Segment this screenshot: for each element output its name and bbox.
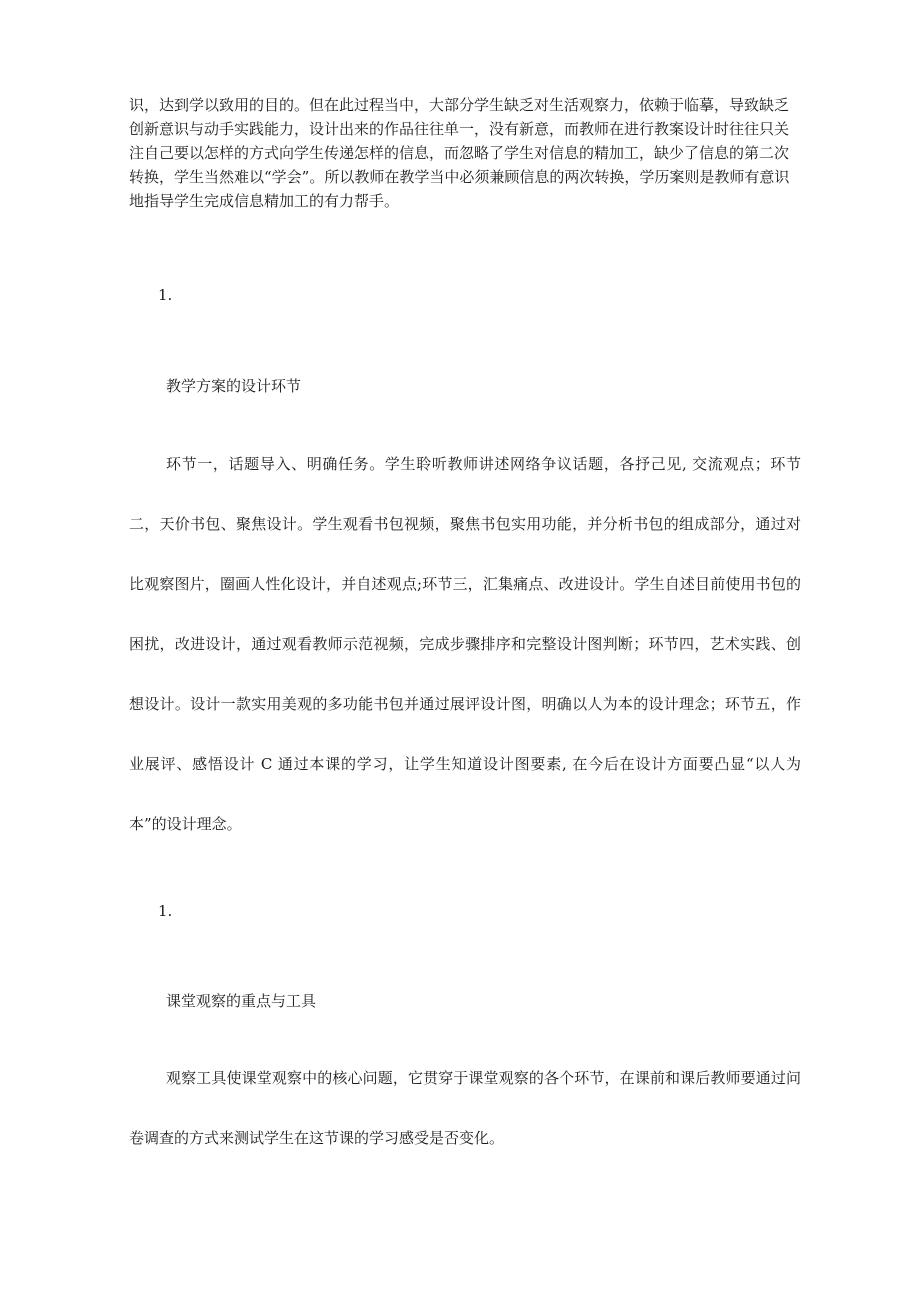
intro-paragraph: 识，达到学以致用的目的。但在此过程当中，大部分学生缺乏对生活观察力，依赖于临摹，导致缺乏创新意识与动手实践能力，设计出来的作品往往单一，没有新意，而教师在进行教案设计时往往只关注自己要以怎样的方式向学生传递怎样的信息，而忽略了学生对信息的精加工，缺少了信息的第二次转换，学生当然难以“学会”。所以教师在教学当中必须兼顾信息的两次转换，学历案则是教师有意识地指导学生完成信息精加工的有力帮手。	[129, 96, 790, 210]
section-paragraph: 观察工具使课堂观察中的核心问题，它贯穿于课堂观察的各个环节，在课前和课后教师要通过问卷调查的方式来测试学生在这节课的学习感受是否变化。	[129, 1069, 801, 1147]
section-heading: 课堂观察的重点与工具	[166, 992, 317, 1010]
section-heading: 教学方案的设计环节	[166, 377, 302, 395]
section-paragraph: 环节一，话题导入、明确任务。学生聆听教师讲述网络争议话题，各抒己见, 交流观点；环节二，天价书包、聚焦设计。学生观看书包视频，聚焦书包实用功能，并分析书包的组成部分，通过对比观察图片，圈画人性化设计，并自述观点;环节三，汇集痛点、改进设计。学生自述目前使用书包的困扰，改进设计，通过观看教师示范视频，完成步骤排序和完整设计图判断；环节四，艺术实践、创想设计。设计一款实用美观的多功能书包并通过展评设计图，明确以人为本的设计理念；环节五，作业展评、感悟设计 C 通过本课的学习，让学生知道设计图要素, 在今后在设计方面要凸显“以人为本”的设计理念。	[129, 455, 801, 833]
section-number: 1.	[158, 286, 173, 304]
section-number: 1.	[158, 902, 173, 920]
